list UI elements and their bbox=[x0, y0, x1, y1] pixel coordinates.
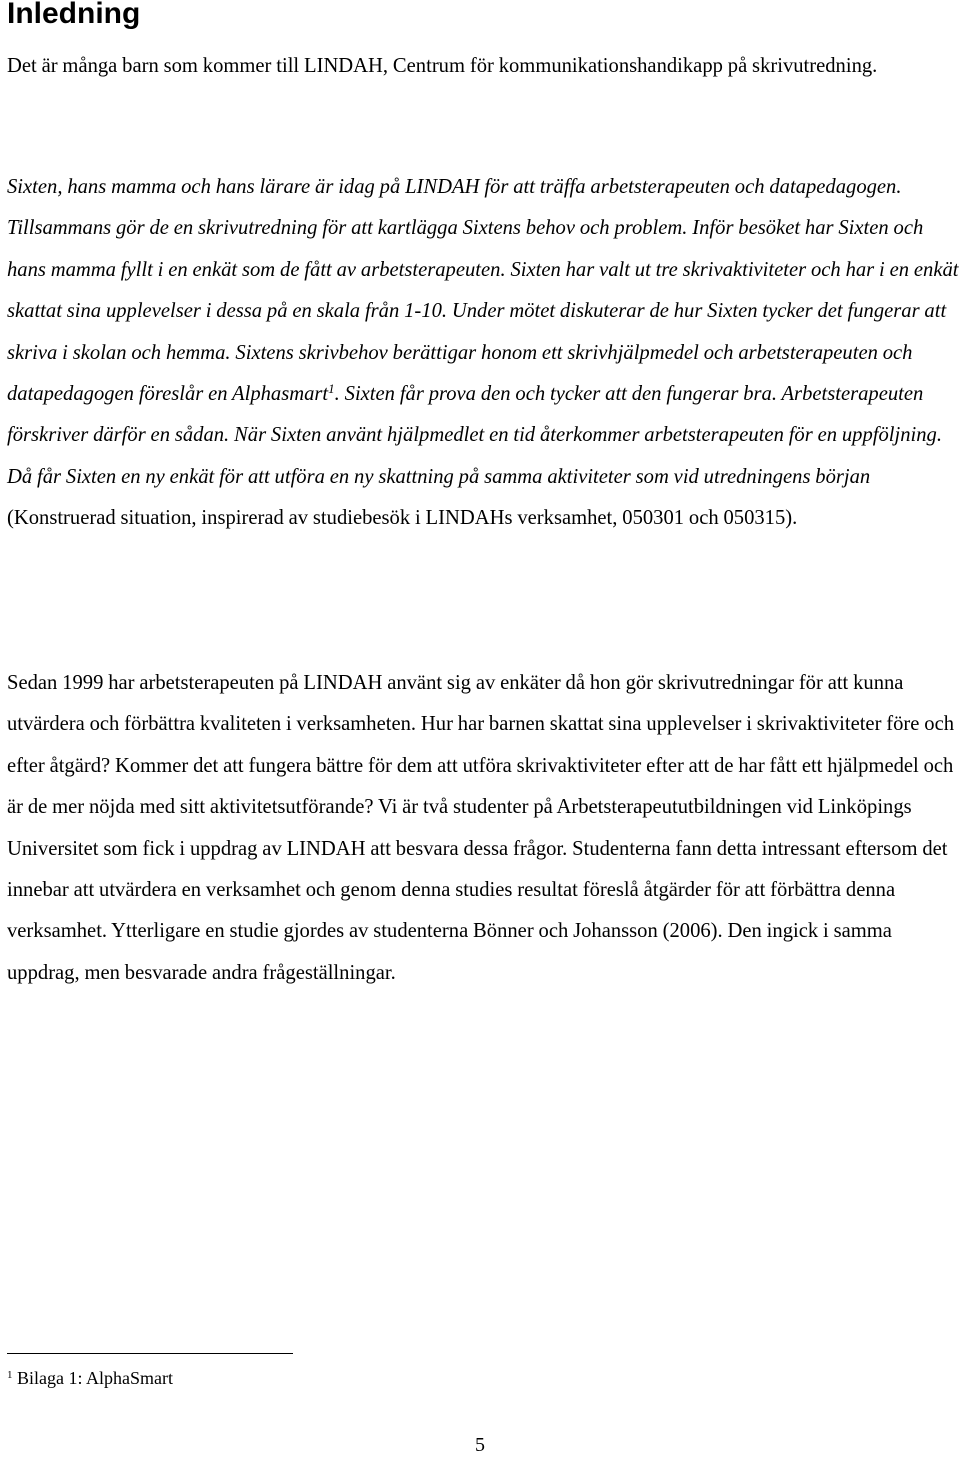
footnote-separator bbox=[7, 1353, 293, 1354]
page-number: 5 bbox=[475, 1434, 485, 1456]
intro-paragraph: Det är många barn som kommer till LINDAH, Centrum för kommunikationshandikapp på skrivutredning. bbox=[7, 55, 878, 77]
scenario-italic-text: Sixten, hans mamma och hans lärare är idag på LINDAH för att träffa arbetsterapeuten och datapedagogen. Tillsammans gör de en skrivutredning för att kartlägga Sixtens behov och problem. Inför besöket har Sixten och hans mamma fyllt i en enkät som de fått av arbetsterapeuten. Sixten har valt ut tre skrivaktiviteter och har i en enkät skattat sina upplevelser i dessa på en skala från 1-10. Under mötet diskuterar de hur Sixten tycker det fungerar att skriva i skolan och hemma. Sixtens skrivbehov berättigar honom ett skrivhjälpmedel och arbetsterapeuten och datapedagogen föreslår en Alphasmart bbox=[7, 176, 959, 406]
background-paragraph: Sedan 1999 har arbetsterapeuten på LINDAH använt sig av enkäter då hon gör skrivutredningar för att kunna utvärdera och förbättra kvaliteten i verksamheten. Hur har barnen skattat sina upplevelser i skrivaktiviteter före och efter åtgärd? Kommer det att fungera bättre för dem att utföra skrivaktiviteter efter att de har fått ett hjälpmedel och är de mer nöjda med sitt aktivitetsutförande? Vi är två studenter på Arbetsterapeututbildningen vid Linköpings Universitet som fick i uppdrag av LINDAH att besvara dessa frågor. Studenterna fann detta intressant eftersom det innebar att utvärdera en verksamhet och genom denna studies resultat föreslå åtgärder för att förbättra denna verksamhet. Ytterligare en studie gjordes av studenterna Bönner och Johansson (2006). Den ingick i samma uppdrag, men besvarade andra frågeställningar. bbox=[7, 672, 955, 984]
scenario-paragraph bbox=[7, 167, 960, 540]
footnote-text: Bilaga 1: AlphaSmart bbox=[12, 1368, 173, 1388]
scenario-italic-text-continued: . Sixten får prova den och tycker att den fungerar bra. Arbetsterapeuten förskriver därför en sådan. När Sixten använt hjälpmedlet en tid återkommer arbetsterapeuten för en uppföljning. Då får Sixten en ny enkät för att utföra en ny skattning på samma aktiviteter som vid utredningens början bbox=[7, 383, 942, 488]
footnote-marker: 1 bbox=[7, 1369, 13, 1381]
section-heading: Inledning bbox=[7, 0, 141, 30]
scenario-source-note: (Konstruerad situation, inspirerad av studiebesök i LINDAHs verksamhet, 050301 och 050315). bbox=[7, 507, 798, 530]
footnote-reference[interactable]: 1 bbox=[328, 381, 335, 397]
footnote bbox=[7, 1366, 173, 1390]
